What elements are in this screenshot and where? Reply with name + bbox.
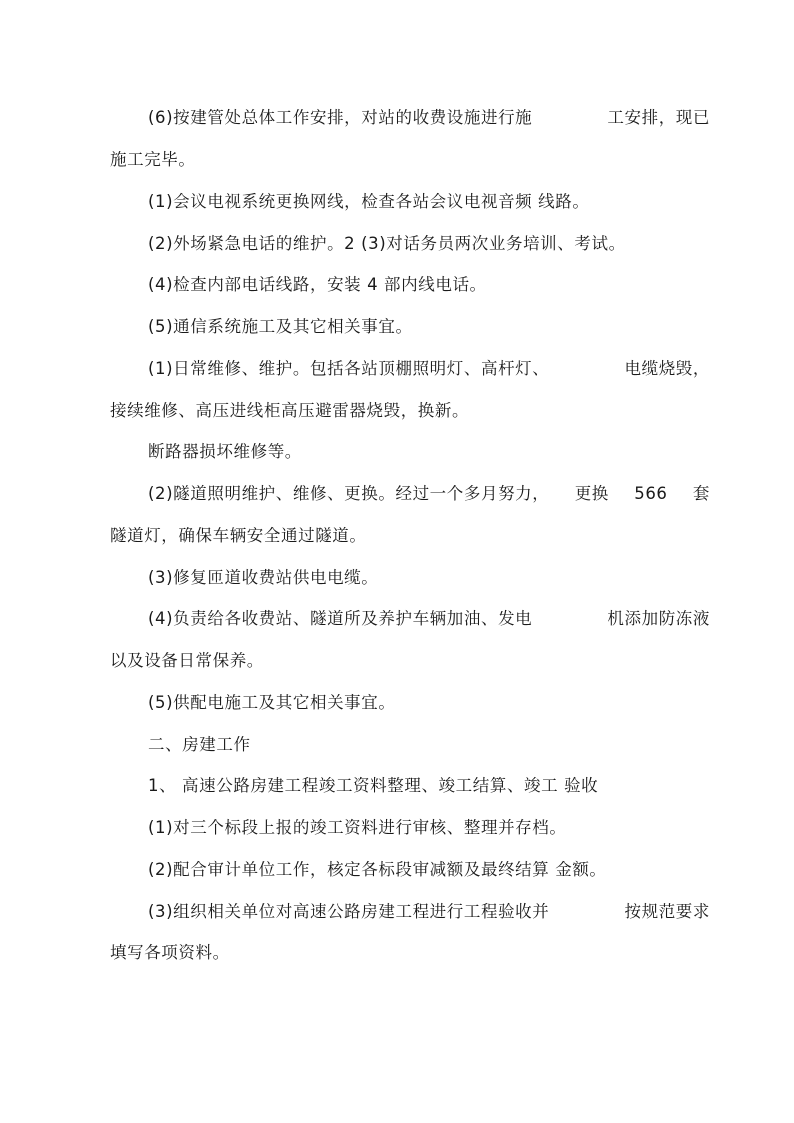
paragraph-line-4: (2)外场紧急电话的维护。2 (3)对话务员两次业务培训、考试。: [148, 234, 626, 253]
paragraph-line-17: 1、 高速公路房建工程竣工资料整理、竣工结算、竣工 验收: [148, 776, 599, 795]
paragraph-line-11: 隧道灯，确保车辆安全通过隧道。: [110, 526, 367, 545]
text-segment: 更换: [574, 484, 609, 503]
text-segment: 机添加防冻液: [607, 609, 710, 628]
text-segment: 电缆烧毁，: [624, 359, 710, 378]
text-segment: (2)隧道照明维护、维修、更换。经过一个多月努力，: [148, 484, 550, 503]
text-segment: 按规范要求: [624, 902, 710, 921]
paragraph-line-8: 接续维修、高压进线柜高压避雷器烧毁，换新。: [110, 401, 470, 420]
text-segment: 566: [634, 484, 668, 503]
text-segment: 工安排，现已: [607, 108, 710, 127]
paragraph-line-5: (4)检查内部电话线路，安装 4 部内线电话。: [148, 275, 487, 294]
text-segment: (4)负责给各收费站、隧道所及养护车辆加油、发电: [148, 609, 533, 628]
paragraph-line-21: 填写各项资料。: [110, 943, 230, 962]
paragraph-line-14: 以及设备日常保养。: [110, 651, 264, 670]
paragraph-line-2: 施工完毕。: [110, 150, 196, 169]
text-segment: (6)按建管处总体工作安排，对站的收费设施进行施: [148, 108, 533, 127]
paragraph-line-20: [148, 901, 710, 923]
paragraph-line-10: [148, 483, 710, 505]
paragraph-line-19: (2)配合审计单位工作，核定各标段审减额及最终结算 金额。: [148, 860, 607, 879]
text-segment: 套: [692, 484, 710, 503]
paragraph-line-3: (1)会议电视系统更换网线，检查各站会议电视音频 线路。: [148, 192, 590, 211]
paragraph-line-9: 断路器损坏维修等。: [148, 442, 302, 461]
paragraph-line-7: [148, 358, 710, 380]
paragraph-line-18: (1)对三个标段上报的竣工资料进行审核、整理并存档。: [148, 818, 567, 837]
text-segment: (1)日常维修、维护。包括各站顶棚照明灯、高杆灯、: [148, 359, 550, 378]
section-heading: 二、房建工作: [148, 735, 251, 754]
paragraph-line-15: (5)供配电施工及其它相关事宜。: [148, 693, 396, 712]
paragraph-line-1: [148, 107, 710, 129]
paragraph-line-12: (3)修复匝道收费站供电电缆。: [148, 568, 379, 587]
paragraph-line-13: [148, 608, 710, 630]
text-segment: (3)组织相关单位对高速公路房建工程进行工程验收并: [148, 902, 550, 921]
paragraph-line-6: (5)通信系统施工及其它相关事宜。: [148, 317, 413, 336]
